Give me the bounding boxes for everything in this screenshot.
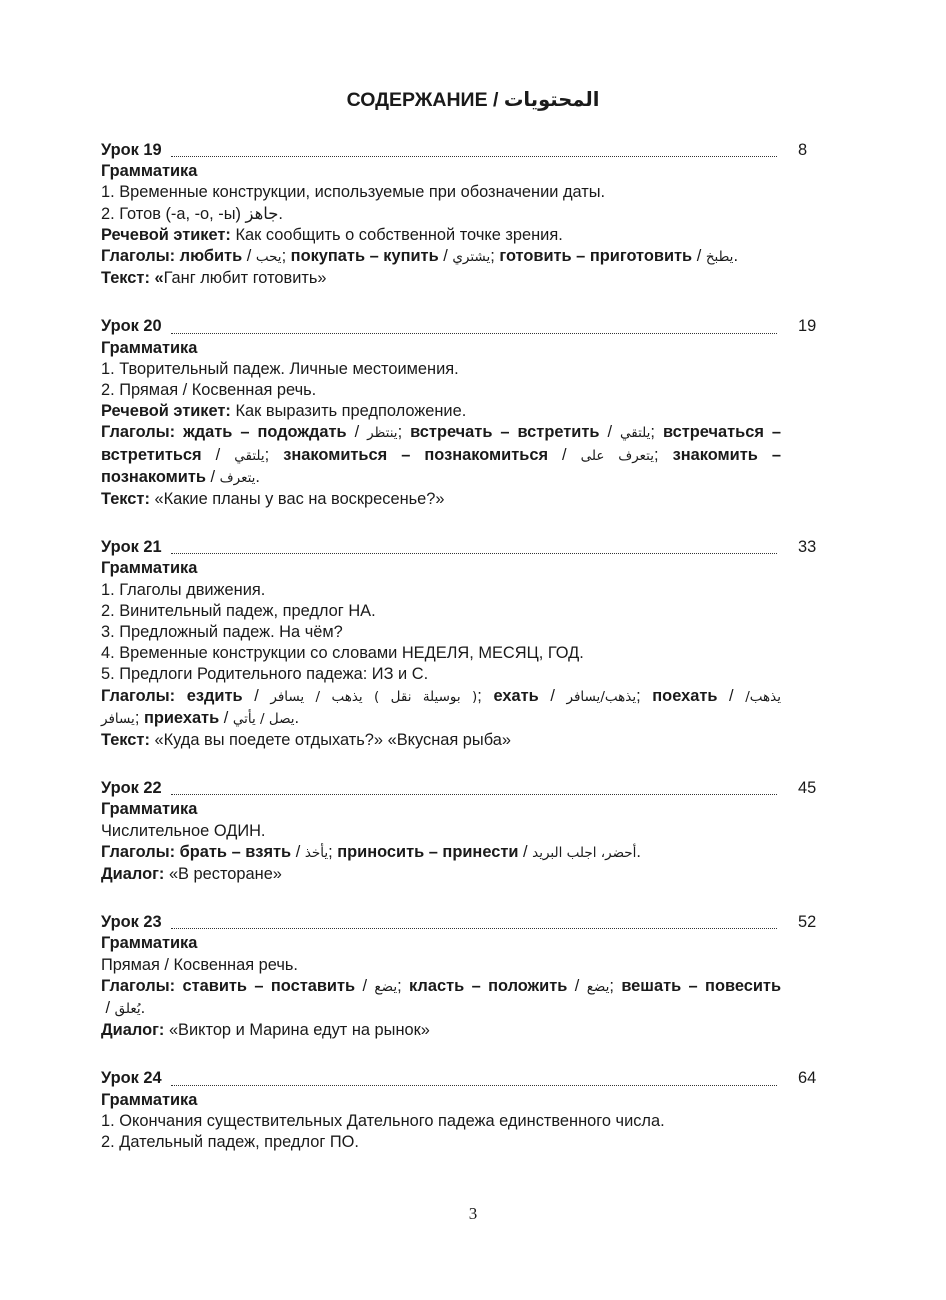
verb-russian: приехать	[143, 708, 220, 727]
text-title: «В ресторане»	[168, 865, 282, 884]
verb-separator: /	[242, 686, 271, 705]
verb-end: ;	[264, 445, 284, 464]
verb-separator: /	[201, 445, 235, 464]
verb-russian: вешать – повесить	[621, 976, 782, 995]
verb-arabic: يحب	[255, 249, 282, 265]
text-label: Текст: «	[101, 269, 164, 288]
verb-arabic: أحضر، اجلب البريد	[532, 844, 637, 861]
lesson-text	[101, 864, 781, 885]
toc-lesson	[101, 912, 817, 1041]
etiquette-label: Речевой этикет:	[101, 402, 231, 421]
dot-leader	[171, 794, 777, 795]
grammar-item: 2. Дательный падеж, предлог ПО.	[101, 1133, 359, 1152]
lesson-heading[interactable]	[101, 1068, 817, 1089]
lesson-title: Урок 21	[101, 538, 166, 556]
lesson-page-number: 52	[798, 913, 817, 932]
verb-separator: /	[567, 976, 587, 995]
verb-arabic: يلتقي	[234, 447, 265, 464]
grammar-item: 1. Творительный падеж. Личные местоимения.	[101, 359, 459, 378]
lesson-heading[interactable]	[101, 316, 817, 337]
verb-russian: ехать	[493, 686, 539, 705]
verb-russian: любить	[179, 247, 243, 265]
verb-russian: приносить – принести	[337, 842, 519, 861]
verb-arabic: ينتظر	[367, 425, 398, 442]
verbs-line	[101, 842, 781, 864]
verb-arabic: ( بوسيلة نقل ) يذهب / يسافر	[270, 688, 478, 705]
grammar-heading: Грамматика	[101, 559, 198, 578]
grammar-heading: Грамматика	[101, 162, 198, 181]
grammar-item: 2. Готов (-а, -о, -ы) جاهز.	[101, 204, 283, 223]
lesson-heading[interactable]	[101, 537, 817, 558]
verb-end: .	[294, 708, 300, 727]
verb-russian: готовить – приготовить	[499, 247, 693, 265]
grammar-item: 5. Предлоги Родительного падежа: ИЗ и С.	[101, 665, 429, 684]
verb-separator: /	[438, 247, 453, 265]
text-label: Диалог:	[101, 865, 165, 884]
speech-etiquette	[101, 401, 781, 422]
dot-leader	[171, 928, 777, 929]
verb-russian: встречать – встретить	[410, 423, 600, 442]
lesson-title: Урок 24	[101, 1069, 166, 1087]
verb-russian: покупать – купить	[290, 247, 439, 265]
verb-end: ;	[397, 976, 410, 995]
verb-arabic: يذهب/يسافر	[101, 688, 782, 727]
lesson-title: Урок 23	[101, 913, 166, 931]
verb-separator: /	[219, 708, 233, 727]
text-label: Текст:	[101, 490, 150, 509]
verb-separator: /	[291, 842, 305, 861]
lesson-text	[101, 730, 781, 751]
lesson-page-number: 19	[798, 317, 817, 336]
verbs-label: Глаголы:	[101, 976, 176, 995]
verb-end: ;	[650, 423, 663, 442]
verb-separator: /	[355, 976, 375, 995]
text-title: «Виктор и Марина едут на рынок»	[168, 1021, 430, 1040]
verb-russian: ставить – поставить	[182, 976, 356, 995]
toc-lesson	[101, 778, 817, 885]
dot-leader	[171, 553, 777, 554]
etiquette-text: Как выразить предположение.	[235, 402, 467, 421]
verb-arabic: يشتري	[452, 249, 491, 265]
verb-separator: /	[538, 686, 567, 705]
grammar-heading: Грамматика	[101, 934, 198, 953]
verb-end: .	[255, 467, 260, 486]
text-title: Ганг любит готовить»	[163, 269, 327, 288]
verbs-label: Глаголы:	[101, 842, 176, 861]
verb-end: ;	[477, 686, 494, 705]
verb-separator: /	[717, 686, 746, 705]
verb-russian: класть – положить	[409, 976, 568, 995]
verb-arabic: يتعرف	[219, 469, 256, 486]
verb-separator: /	[548, 445, 581, 464]
verb-end: ;	[609, 976, 622, 995]
verbs-line	[101, 246, 781, 268]
verb-separator: /	[101, 999, 115, 1018]
verb-end: .	[140, 999, 146, 1018]
lesson-page-number: 45	[798, 779, 817, 798]
lesson-title: Урок 22	[101, 779, 166, 797]
lesson-page-number: 8	[798, 141, 808, 159]
toc-lesson	[101, 1068, 817, 1153]
page-number: 3	[468, 1204, 478, 1223]
verb-arabic: يلتقي	[620, 425, 651, 442]
grammar-item: 3. Предложный падеж. На чём?	[101, 623, 343, 642]
verb-russian: брать – взять	[179, 842, 292, 861]
etiquette-text: Как сообщить о собственной точке зрения.	[235, 225, 563, 244]
lesson-title: Урок 20	[101, 317, 166, 335]
grammar-heading: Грамматика	[101, 1090, 198, 1109]
verb-arabic: يذهب/يسافر	[566, 688, 637, 705]
verb-end: ;	[281, 247, 291, 265]
etiquette-label: Речевой этикет:	[101, 225, 231, 244]
verb-separator: /	[346, 423, 368, 442]
verbs-label: Глаголы:	[101, 686, 176, 705]
verbs-line	[101, 422, 781, 489]
verb-separator: /	[242, 247, 256, 265]
verb-end: .	[733, 247, 738, 265]
verb-arabic: يأخذ	[304, 844, 329, 861]
text-title: «Куда вы поедете отдыхать?» «Вкусная рыба»	[154, 731, 511, 750]
toc-lesson	[101, 316, 817, 510]
verb-end: ;	[636, 686, 653, 705]
dot-leader	[171, 1085, 777, 1086]
page-title: СОДЕРЖАНИЕ / المحتويات	[346, 89, 600, 111]
grammar-item: 1. Глаголы движения.	[101, 580, 266, 599]
grammar-heading: Грамматика	[101, 800, 198, 819]
lesson-title: Урок 19	[101, 141, 166, 159]
grammar-item: 1. Окончания существительных Дательного падежа единственного числа.	[101, 1111, 665, 1130]
text-label: Текст:	[101, 731, 150, 750]
verbs-line	[101, 686, 781, 730]
verb-russian: встречаться – встретиться	[101, 423, 782, 464]
verb-end: ;	[134, 708, 144, 727]
verbs-line	[101, 976, 781, 1020]
verb-end: ;	[397, 423, 411, 442]
lesson-text	[101, 489, 781, 510]
grammar-item: Прямая / Косвенная речь.	[101, 955, 298, 974]
toc-lesson	[101, 537, 817, 751]
dot-leader	[171, 156, 777, 157]
dot-leader	[171, 333, 777, 334]
grammar-heading: Грамматика	[101, 338, 198, 357]
grammar-item: 2. Прямая / Косвенная речь.	[101, 381, 317, 399]
verb-arabic: يضع	[374, 978, 398, 995]
lesson-page-number: 64	[798, 1069, 817, 1088]
grammar-item: 1. Временные конструкции, используемые при обозначении даты.	[101, 183, 606, 202]
lesson-page-number: 33	[798, 538, 817, 557]
speech-etiquette	[101, 225, 781, 246]
verb-arabic: يضع	[586, 978, 610, 995]
verb-end: ;	[654, 445, 673, 464]
verbs-label: Глаголы:	[101, 423, 176, 442]
verb-russian: знакомить – познакомить	[101, 445, 782, 486]
lesson-text	[101, 268, 781, 289]
verbs-label: Глаголы:	[101, 247, 176, 265]
verb-russian: ждать – подождать	[183, 423, 347, 442]
verb-russian: ездить	[186, 686, 243, 705]
verb-arabic: يتعرف على	[580, 447, 654, 464]
lesson-heading[interactable]	[101, 912, 817, 933]
verb-separator: /	[599, 423, 620, 442]
verb-end: ;	[328, 842, 338, 861]
verb-arabic: يُعلق	[114, 1001, 141, 1018]
lesson-heading[interactable]	[101, 778, 817, 799]
grammar-item: 2. Винительный падеж, предлог НА.	[101, 601, 376, 620]
lesson-text	[101, 1020, 781, 1041]
verb-separator: /	[518, 842, 533, 861]
verb-arabic: يطبخ	[705, 249, 734, 265]
verb-russian: поехать	[652, 686, 718, 705]
grammar-item: Числительное ОДИН.	[101, 821, 266, 840]
toc-lesson	[101, 140, 808, 289]
lesson-heading[interactable]	[101, 140, 808, 161]
verb-arabic: يصل / يأتي	[232, 710, 295, 727]
table-of-contents	[101, 140, 817, 1180]
verb-russian: знакомиться – познакомиться	[283, 445, 549, 464]
text-title: «Какие планы у вас на воскресенье?»	[154, 490, 445, 509]
text-label: Диалог:	[101, 1021, 165, 1040]
verb-end: .	[636, 842, 641, 861]
verb-separator: /	[205, 467, 220, 486]
grammar-item: 4. Временные конструкции со словами НЕДЕЛЯ, МЕСЯЦ, ГОД.	[101, 644, 584, 663]
verb-separator: /	[692, 247, 706, 265]
verb-end: ;	[490, 247, 500, 265]
